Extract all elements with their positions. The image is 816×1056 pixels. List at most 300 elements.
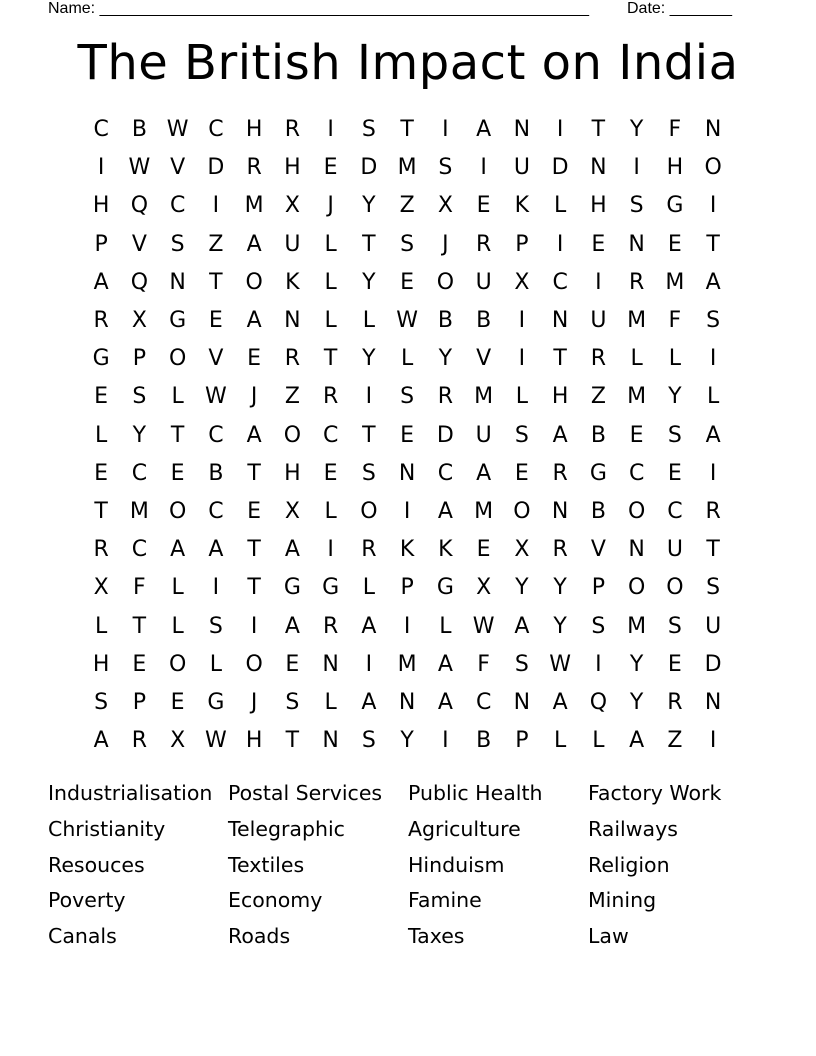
grid-cell: R bbox=[705, 498, 721, 524]
grid-cell: Y bbox=[362, 346, 376, 372]
letter-grid bbox=[82, 111, 732, 760]
grid-cell: V bbox=[590, 537, 606, 563]
grid-cell: M bbox=[474, 384, 494, 410]
grid-cell: E bbox=[514, 460, 529, 486]
grid-cell: A bbox=[93, 269, 109, 295]
grid-cell: B bbox=[590, 498, 606, 524]
grid-cell: O bbox=[627, 498, 646, 524]
grid-cell: G bbox=[436, 575, 454, 601]
grid-cell: A bbox=[705, 269, 721, 295]
grid-cell: H bbox=[92, 651, 110, 677]
grid-cell: L bbox=[553, 193, 567, 219]
grid-cell: M bbox=[397, 651, 417, 677]
word-list-item: Canals bbox=[48, 924, 117, 949]
grid-cell: J bbox=[327, 193, 334, 219]
grid-cell: E bbox=[208, 308, 223, 334]
grid-cell: A bbox=[437, 651, 453, 677]
grid-cell: S bbox=[514, 651, 529, 677]
grid-cell: B bbox=[131, 117, 147, 143]
grid-cell: I bbox=[595, 651, 602, 677]
grid-cell: T bbox=[706, 231, 720, 257]
grid-cell: A bbox=[246, 231, 262, 257]
grid-cell: R bbox=[246, 155, 262, 181]
grid-cell: L bbox=[94, 422, 108, 448]
grid-cell: L bbox=[515, 384, 528, 410]
grid-cell: I bbox=[327, 537, 334, 563]
grid-cell: C bbox=[208, 498, 224, 524]
grid-cell: A bbox=[629, 728, 645, 754]
grid-cell: I bbox=[403, 613, 411, 639]
grid-cell: A bbox=[705, 422, 721, 448]
word-list-item: Hinduism bbox=[408, 852, 505, 877]
grid-cell: P bbox=[132, 689, 147, 715]
grid-cell: D bbox=[360, 155, 378, 181]
grid-cell: T bbox=[400, 117, 414, 143]
grid-cell: C bbox=[628, 460, 645, 486]
grid-cell: X bbox=[476, 575, 492, 601]
grid-cell: S bbox=[514, 422, 529, 448]
grid-cell: I bbox=[633, 155, 640, 181]
grid-cell: U bbox=[590, 308, 607, 334]
grid-cell: Y bbox=[553, 613, 567, 639]
grid-cell: H bbox=[551, 384, 569, 410]
grid-cell: U bbox=[513, 155, 530, 181]
grid-cell: W bbox=[396, 308, 418, 334]
word-list-item: Public Health bbox=[408, 781, 543, 805]
grid-cell: I bbox=[442, 117, 449, 143]
grid-cell: T bbox=[132, 613, 147, 639]
grid-cell: G bbox=[322, 575, 340, 601]
grid-cell: I bbox=[709, 728, 717, 754]
grid-cell: H bbox=[245, 117, 263, 143]
grid-cell: G bbox=[589, 460, 607, 486]
grid-cell: M bbox=[397, 155, 417, 181]
word-list-item: Industrialisation bbox=[48, 781, 213, 805]
grid-cell: E bbox=[170, 460, 185, 486]
word-list-item: Law bbox=[588, 924, 629, 949]
grid-cell: K bbox=[438, 537, 453, 563]
grid-cell: A bbox=[284, 537, 300, 563]
grid-cell: V bbox=[208, 346, 224, 372]
grid-cell: L bbox=[324, 231, 337, 257]
grid-cell: N bbox=[628, 231, 645, 257]
grid-cell: S bbox=[94, 689, 109, 715]
grid-cell: Q bbox=[130, 193, 149, 219]
grid-cell: O bbox=[436, 269, 455, 295]
grid-cell: Y bbox=[362, 193, 376, 219]
grid-cell: P bbox=[515, 728, 529, 754]
grid-cell: E bbox=[476, 193, 491, 219]
grid-cell: Y bbox=[553, 575, 567, 601]
grid-cell: A bbox=[93, 728, 109, 754]
grid-cell: Q bbox=[589, 689, 608, 715]
grid-cell: R bbox=[628, 269, 645, 295]
word-list-item: Economy bbox=[228, 888, 323, 913]
grid-cell: C bbox=[131, 537, 148, 563]
grid-cell: I bbox=[518, 308, 526, 334]
grid-cell: D bbox=[207, 155, 225, 181]
grid-cell: T bbox=[247, 537, 261, 563]
grid-cell: A bbox=[552, 422, 568, 448]
grid-cell: G bbox=[169, 308, 187, 334]
grid-cell: H bbox=[245, 728, 263, 754]
grid-cell: S bbox=[667, 613, 682, 639]
grid-cell: L bbox=[171, 384, 184, 410]
grid-cell: S bbox=[361, 728, 376, 754]
grid-cell: L bbox=[324, 498, 337, 524]
grid-cell: I bbox=[250, 613, 258, 639]
grid-cell: E bbox=[629, 422, 644, 448]
grid-cell: I bbox=[709, 460, 717, 486]
grid-cell: C bbox=[208, 422, 224, 448]
grid-cell: A bbox=[437, 498, 453, 524]
grid-cell: I bbox=[709, 193, 717, 219]
grid-cell: T bbox=[323, 346, 338, 372]
word-list-item: Mining bbox=[588, 888, 657, 913]
word-list-item: Taxes bbox=[408, 924, 465, 949]
grid-cell: E bbox=[400, 422, 415, 448]
grid-cell: L bbox=[324, 308, 337, 334]
grid-cell: C bbox=[208, 117, 224, 143]
grid-cell: T bbox=[362, 422, 376, 448]
grid-cell: J bbox=[442, 231, 449, 257]
word-list-item: Postal Services bbox=[228, 781, 383, 805]
grid-cell: E bbox=[132, 651, 147, 677]
grid-cell: M bbox=[244, 193, 264, 219]
grid-cell: H bbox=[284, 155, 301, 181]
grid-cell: Y bbox=[629, 117, 644, 143]
name-field-label: Name: _______________________________________________________ bbox=[48, 0, 589, 17]
grid-cell: K bbox=[514, 193, 530, 219]
grid-cell: V bbox=[476, 346, 492, 372]
grid-cell: I bbox=[595, 269, 602, 295]
grid-cell: I bbox=[97, 155, 105, 181]
grid-cell: L bbox=[668, 346, 681, 372]
word-list-item: Railways bbox=[588, 816, 678, 841]
grid-cell: E bbox=[476, 537, 491, 563]
grid-cell: B bbox=[590, 422, 606, 448]
grid-cell: C bbox=[131, 460, 148, 486]
grid-cell: T bbox=[247, 460, 261, 486]
grid-cell: P bbox=[400, 575, 414, 601]
grid-cell: R bbox=[284, 117, 301, 143]
grid-cell: R bbox=[475, 231, 492, 257]
grid-cell: R bbox=[552, 460, 568, 486]
grid-cell: D bbox=[436, 422, 454, 448]
grid-cell: A bbox=[476, 460, 492, 486]
grid-cell: P bbox=[515, 231, 529, 257]
grid-cell: M bbox=[129, 498, 149, 524]
word-list-item: Telegraphic bbox=[228, 816, 345, 841]
grid-cell: W bbox=[204, 728, 227, 754]
grid-cell: I bbox=[480, 155, 487, 181]
grid-cell: R bbox=[131, 728, 148, 754]
grid-cell: D bbox=[551, 155, 569, 181]
grid-cell: Y bbox=[668, 384, 682, 410]
grid-cell: L bbox=[209, 651, 222, 677]
grid-cell: O bbox=[245, 651, 263, 677]
grid-cell: S bbox=[285, 689, 300, 715]
grid-cell: L bbox=[630, 346, 643, 372]
grid-cell: R bbox=[552, 537, 568, 563]
grid-cell: U bbox=[284, 231, 301, 257]
page-title: The British Impact on India bbox=[77, 35, 739, 91]
grid-cell: E bbox=[667, 231, 682, 257]
grid-cell: I bbox=[327, 117, 334, 143]
grid-cell: E bbox=[323, 155, 338, 181]
grid-cell: X bbox=[93, 575, 109, 601]
grid-cell: L bbox=[324, 689, 337, 715]
grid-cell: Q bbox=[130, 269, 149, 295]
grid-cell: I bbox=[556, 231, 564, 257]
grid-cell: C bbox=[169, 193, 186, 219]
grid-cell: Y bbox=[438, 346, 453, 372]
grid-cell: L bbox=[706, 384, 720, 410]
word-list-item: Christianity bbox=[48, 816, 166, 841]
grid-cell: L bbox=[553, 728, 567, 754]
grid-cell: T bbox=[247, 575, 261, 601]
grid-cell: E bbox=[94, 384, 109, 410]
word-list-item: Poverty bbox=[48, 888, 126, 913]
grid-cell: U bbox=[705, 613, 722, 639]
grid-cell: W bbox=[166, 117, 189, 143]
grid-cell: M bbox=[474, 498, 494, 524]
grid-cell: C bbox=[475, 689, 492, 715]
grid-cell: S bbox=[361, 460, 376, 486]
grid-cell: V bbox=[170, 155, 186, 181]
grid-cell: S bbox=[629, 193, 644, 219]
grid-cell: N bbox=[628, 537, 645, 563]
grid-cell: E bbox=[667, 460, 682, 486]
grid-cell: N bbox=[513, 689, 531, 715]
grid-cell: O bbox=[704, 155, 722, 181]
grid-cell: D bbox=[704, 651, 722, 677]
grid-cell: I bbox=[518, 346, 526, 372]
grid-cell: Y bbox=[629, 651, 644, 677]
word-list-item: Agriculture bbox=[408, 816, 521, 841]
grid-cell: M bbox=[665, 269, 685, 295]
grid-cell: I bbox=[365, 384, 373, 410]
grid-cell: L bbox=[362, 308, 375, 334]
grid-cell: E bbox=[94, 460, 109, 486]
grid-cell: E bbox=[285, 651, 300, 677]
grid-cell: T bbox=[94, 498, 108, 524]
grid-cell: L bbox=[94, 613, 108, 639]
grid-cell: L bbox=[592, 728, 605, 754]
grid-cell: T bbox=[591, 117, 606, 143]
grid-cell: N bbox=[551, 498, 569, 524]
grid-cell: E bbox=[591, 231, 606, 257]
grid-cell: O bbox=[168, 651, 187, 677]
grid-cell: A bbox=[361, 613, 377, 639]
grid-cell: N bbox=[322, 651, 339, 677]
grid-cell: E bbox=[170, 689, 185, 715]
grid-cell: B bbox=[208, 460, 224, 486]
grid-cell: H bbox=[284, 460, 301, 486]
grid-cell: Z bbox=[667, 728, 683, 754]
grid-cell: C bbox=[93, 117, 109, 143]
grid-cell: Z bbox=[208, 231, 224, 257]
grid-cell: R bbox=[590, 346, 607, 372]
grid-cell: Z bbox=[284, 384, 300, 410]
grid-cell: M bbox=[627, 308, 647, 334]
grid-cell: X bbox=[284, 498, 300, 524]
grid-cell: N bbox=[551, 308, 569, 334]
grid-cell: A bbox=[284, 613, 300, 639]
grid-cell: A bbox=[514, 613, 530, 639]
grid-cell: C bbox=[667, 498, 683, 524]
grid-cell: U bbox=[475, 422, 492, 448]
grid-cell: A bbox=[437, 689, 453, 715]
grid-cell: A bbox=[361, 689, 377, 715]
grid-cell: R bbox=[437, 384, 454, 410]
grid-cell: Y bbox=[362, 269, 376, 295]
grid-cell: R bbox=[361, 537, 377, 563]
grid-cell: G bbox=[92, 346, 110, 372]
grid-cell: N bbox=[398, 460, 416, 486]
grid-cell: S bbox=[706, 308, 721, 334]
grid-cell: S bbox=[438, 155, 453, 181]
grid-cell: N bbox=[398, 689, 416, 715]
grid-cell: B bbox=[437, 308, 453, 334]
grid-cell: G bbox=[283, 575, 301, 601]
grid-cell: S bbox=[208, 613, 223, 639]
grid-cell: A bbox=[476, 117, 492, 143]
grid-cell: V bbox=[131, 231, 147, 257]
grid-cell: X bbox=[437, 193, 453, 219]
grid-cell: W bbox=[472, 613, 495, 639]
word-list-item: Famine bbox=[408, 888, 482, 913]
grid-cell: C bbox=[552, 269, 568, 295]
grid-cell: F bbox=[668, 308, 682, 334]
grid-cell: P bbox=[132, 346, 147, 372]
grid-cell: Z bbox=[590, 384, 606, 410]
grid-cell: E bbox=[247, 498, 262, 524]
word-list-item: Religion bbox=[588, 852, 670, 877]
grid-cell: B bbox=[476, 308, 492, 334]
grid-cell: S bbox=[667, 422, 682, 448]
grid-cell: S bbox=[400, 384, 415, 410]
grid-cell: X bbox=[131, 308, 147, 334]
grid-cell: K bbox=[285, 269, 300, 295]
grid-cell: S bbox=[591, 613, 606, 639]
grid-cell: O bbox=[666, 575, 684, 601]
grid-cell: F bbox=[668, 117, 682, 143]
grid-cell: H bbox=[590, 193, 607, 219]
word-list-item: Resouces bbox=[48, 852, 145, 877]
grid-cell: E bbox=[400, 269, 415, 295]
grid-cell: Z bbox=[399, 193, 415, 219]
grid-cell: M bbox=[627, 384, 647, 410]
grid-cell: X bbox=[170, 728, 186, 754]
grid-cell: E bbox=[323, 460, 338, 486]
grid-cell: L bbox=[171, 613, 184, 639]
grid-cell: R bbox=[93, 308, 109, 334]
grid-cell: O bbox=[360, 498, 378, 524]
grid-cell: R bbox=[93, 537, 109, 563]
grid-cell: S bbox=[706, 575, 721, 601]
grid-cell: I bbox=[212, 193, 220, 219]
grid-cell: L bbox=[324, 269, 337, 295]
grid-cell: N bbox=[513, 117, 531, 143]
word-list-item: Roads bbox=[228, 924, 291, 949]
grid-cell: C bbox=[322, 422, 339, 448]
grid-cell: T bbox=[553, 346, 567, 372]
grid-cell: W bbox=[204, 384, 227, 410]
grid-cell: H bbox=[666, 155, 684, 181]
grid-cell: R bbox=[322, 384, 339, 410]
grid-cell: E bbox=[247, 346, 262, 372]
grid-cell: Y bbox=[629, 689, 644, 715]
grid-cell: R bbox=[667, 689, 683, 715]
grid-cell: L bbox=[171, 575, 184, 601]
grid-cell: N bbox=[590, 155, 607, 181]
grid-cell: I bbox=[403, 498, 411, 524]
grid-cell: X bbox=[514, 269, 530, 295]
grid-cell: M bbox=[627, 613, 647, 639]
grid-cell: N bbox=[169, 269, 186, 295]
grid-cell: O bbox=[168, 498, 187, 524]
grid-cell: U bbox=[666, 537, 683, 563]
grid-cell: S bbox=[170, 231, 185, 257]
grid-cell: Y bbox=[400, 728, 414, 754]
grid-cell: J bbox=[250, 689, 258, 715]
grid-cell: R bbox=[322, 613, 339, 639]
grid-cell: Y bbox=[132, 422, 147, 448]
grid-cell: K bbox=[399, 537, 415, 563]
grid-cell: T bbox=[706, 537, 720, 563]
grid-cell: G bbox=[207, 689, 225, 715]
grid-cell: U bbox=[475, 269, 492, 295]
grid-cell: A bbox=[246, 308, 262, 334]
grid-cell: T bbox=[209, 269, 223, 295]
grid-cell: G bbox=[666, 193, 684, 219]
grid-cell: N bbox=[322, 728, 339, 754]
grid-cell: O bbox=[168, 346, 187, 372]
grid-cell: T bbox=[170, 422, 185, 448]
grid-cell: I bbox=[556, 117, 564, 143]
date-field-label: Date: _______ bbox=[627, 0, 732, 17]
grid-cell: J bbox=[250, 384, 258, 410]
grid-cell: S bbox=[361, 117, 376, 143]
grid-cell: A bbox=[552, 689, 568, 715]
grid-cell: I bbox=[709, 346, 717, 372]
grid-cell: F bbox=[477, 651, 490, 677]
grid-cell: S bbox=[400, 231, 415, 257]
grid-cell: X bbox=[284, 193, 300, 219]
grid-cell: H bbox=[92, 193, 110, 219]
grid-cell: A bbox=[246, 422, 262, 448]
grid-cell: A bbox=[170, 537, 186, 563]
grid-cell: F bbox=[133, 575, 146, 601]
grid-cell: T bbox=[362, 231, 376, 257]
grid-cell: A bbox=[208, 537, 224, 563]
grid-cell: T bbox=[285, 728, 300, 754]
grid-cell: I bbox=[365, 651, 373, 677]
word-list bbox=[48, 776, 768, 955]
grid-cell: E bbox=[667, 651, 682, 677]
grid-cell: O bbox=[513, 498, 531, 524]
grid-cell: N bbox=[704, 117, 722, 143]
grid-cell: L bbox=[439, 613, 452, 639]
grid-cell: I bbox=[442, 728, 449, 754]
grid-cell: O bbox=[283, 422, 302, 448]
grid-cell: L bbox=[400, 346, 414, 372]
grid-cell: X bbox=[514, 537, 530, 563]
grid-cell: Y bbox=[515, 575, 529, 601]
grid-cell: B bbox=[476, 728, 492, 754]
grid-cell: P bbox=[94, 231, 108, 257]
